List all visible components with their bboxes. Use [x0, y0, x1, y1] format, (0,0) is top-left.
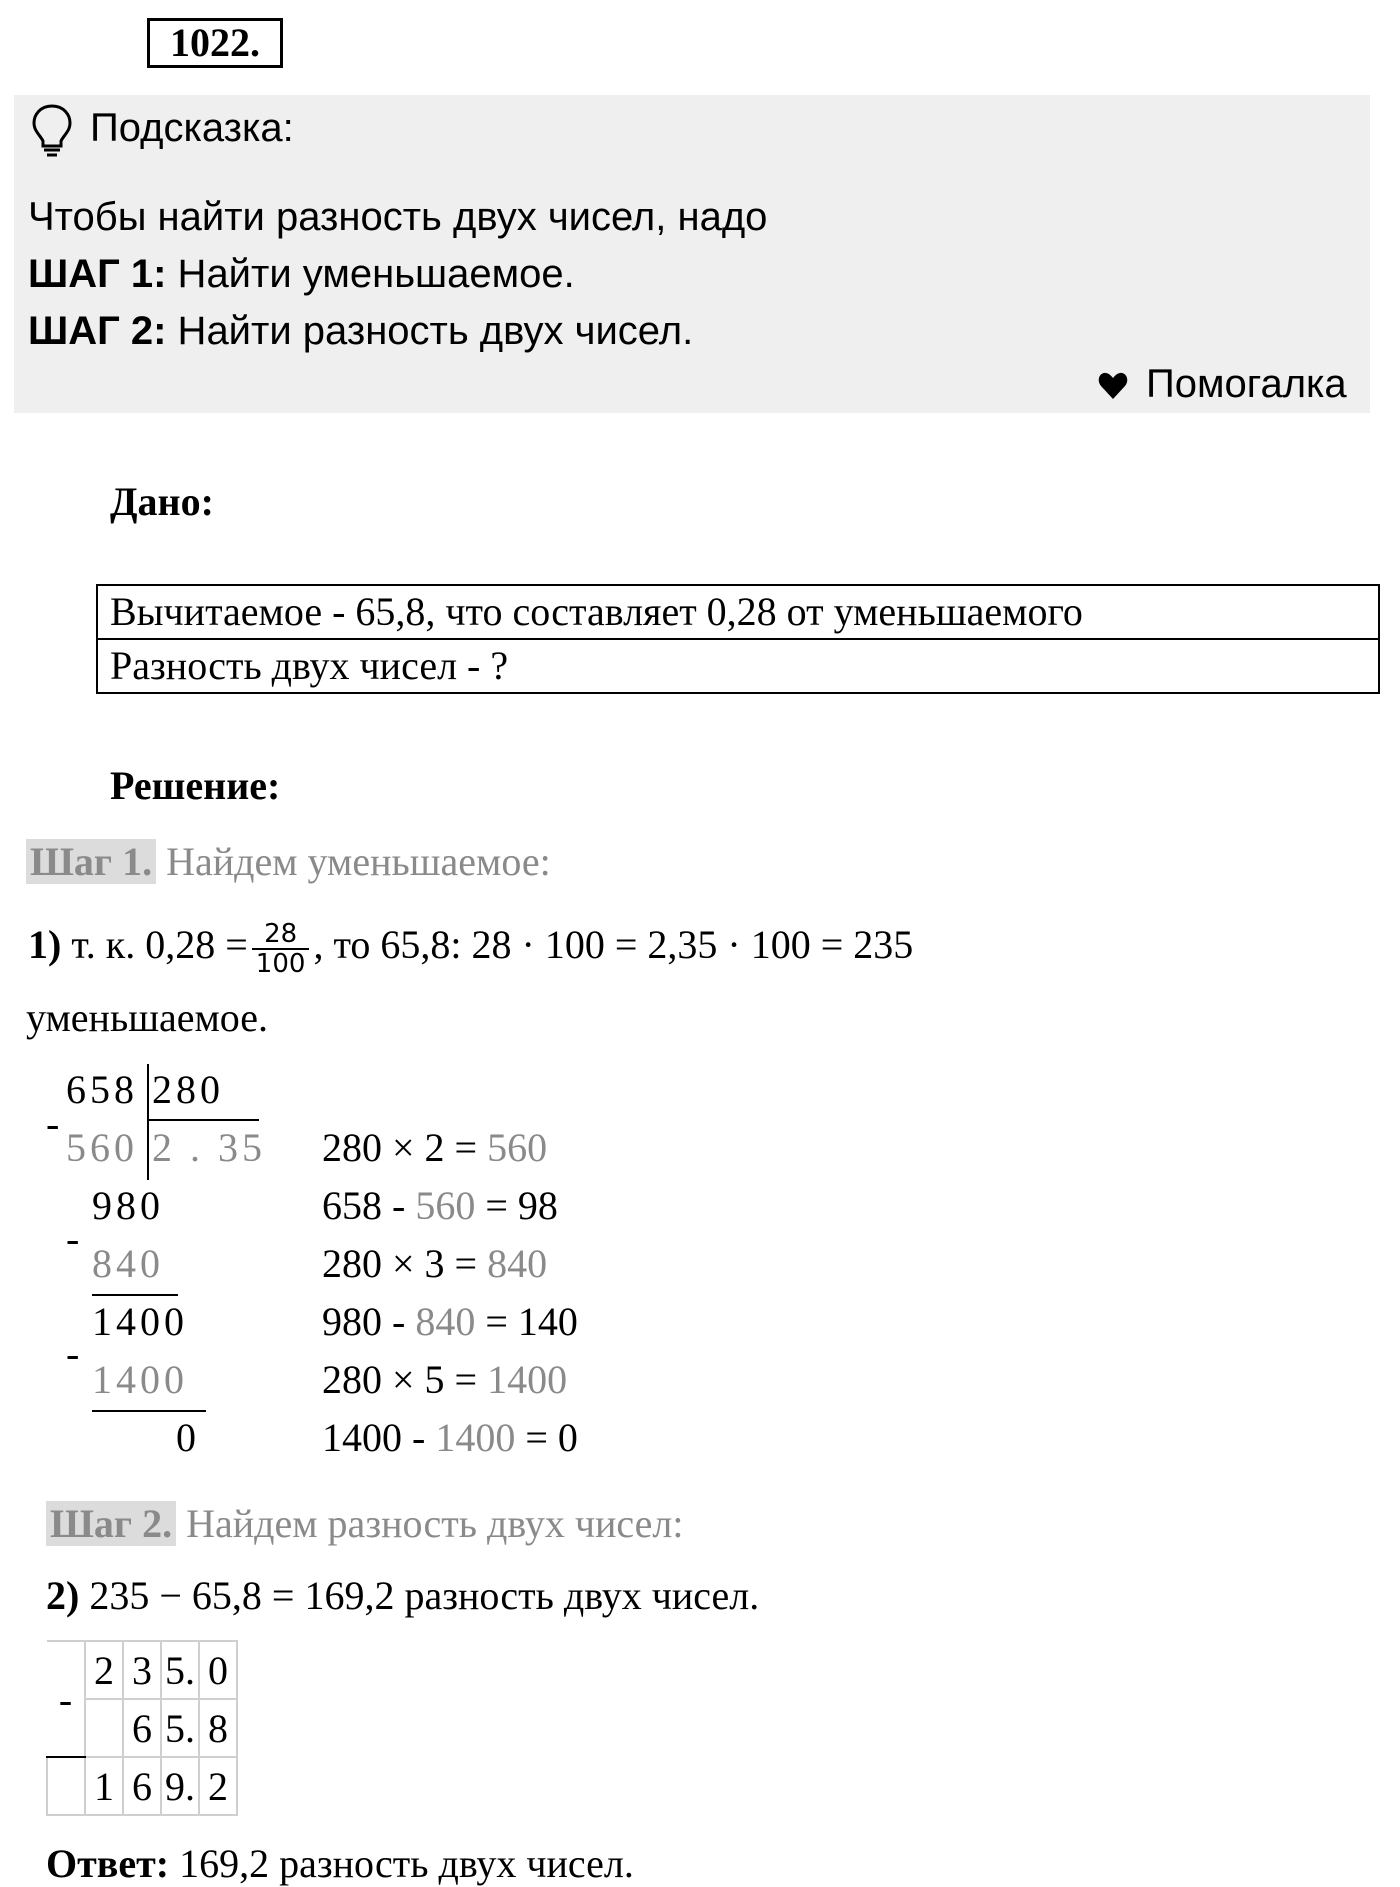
given-table	[96, 584, 1380, 694]
explanation-part: 840	[415, 1299, 476, 1344]
fraction-denominator: 100	[255, 948, 306, 979]
grid-cell: 3	[123, 1641, 161, 1699]
grid-cell: 5.	[161, 1699, 199, 1757]
explanation-part: = 0	[515, 1415, 578, 1460]
solution-heading: Решение:	[110, 763, 281, 808]
divisor: 280	[152, 1067, 224, 1112]
division-row-left: 840	[92, 1241, 164, 1286]
division-row-left: 560	[66, 1125, 138, 1170]
hint-step-2	[28, 309, 693, 354]
hint-step-2-text: Найти разность двух чисел.	[166, 309, 694, 353]
division-underline	[92, 1294, 178, 1296]
explanation-part: 840	[487, 1241, 548, 1286]
fraction-numerator: 28	[252, 920, 310, 950]
explanation-part: 980 -	[322, 1299, 416, 1344]
division-row-left: 1400	[92, 1299, 188, 1344]
hint-step-1	[28, 252, 575, 297]
grid-cell: 6	[123, 1699, 161, 1757]
grid-cell: 6	[123, 1757, 161, 1815]
answer-text: 169,2 разность двух чисел.	[169, 1841, 634, 1886]
explanation-part: 1400	[487, 1357, 568, 1402]
step-2-eq-number: 2)	[46, 1573, 80, 1618]
given-row	[97, 639, 1379, 693]
explanation-part: 280 × 3 =	[322, 1241, 488, 1286]
hint-step-2-label: ШАГ 2:	[28, 309, 167, 353]
division-explanation	[322, 1356, 567, 1403]
explanation-part: 560	[487, 1125, 548, 1170]
divisor-underline	[147, 1119, 259, 1121]
step-1-eq-number: 1)	[28, 922, 62, 967]
hint-title: Подсказка:	[90, 106, 294, 150]
grid-cell: 2	[199, 1757, 237, 1815]
dividend: 658	[66, 1067, 138, 1112]
grid-cell	[85, 1699, 123, 1757]
grid-row	[47, 1757, 237, 1815]
division-row-left: 980	[92, 1183, 164, 1228]
step-2-equation	[46, 1572, 759, 1619]
step-1-eq-suffix: , то 65,8: 28 · 100 = 2,35 · 100 = 235	[313, 922, 914, 967]
division-explanation	[322, 1414, 578, 1461]
hint-step-1-text: Найти уменьшаемое.	[166, 252, 575, 296]
explanation-part: = 98	[475, 1183, 558, 1228]
step-1-header	[26, 838, 551, 885]
grid-cell: 8	[199, 1699, 237, 1757]
explanation-part: 560	[415, 1183, 476, 1228]
hint-step-1-label: ШАГ 1:	[28, 252, 167, 296]
division-explanation	[322, 1182, 558, 1229]
grid-cell: 1	[85, 1757, 123, 1815]
step-1-eq-after: уменьшаемое.	[26, 995, 269, 1040]
explanation-part: 1400 -	[322, 1415, 436, 1460]
grid-cell: 5.	[161, 1641, 199, 1699]
subtraction-grid	[46, 1640, 238, 1816]
hint-intro: Чтобы найти разность двух чисел, надо	[28, 195, 768, 239]
explanation-part: 280 × 5 =	[322, 1357, 488, 1402]
grid-minus-cell: -	[47, 1641, 85, 1757]
step-1-text: Найдем уменьшаемое:	[156, 839, 551, 884]
quotient: 2 . 35	[152, 1125, 266, 1170]
step-2-eq: 235 − 65,8 = 169,2	[79, 1573, 395, 1618]
explanation-part: 1400	[435, 1415, 516, 1460]
explanation-part: 280 × 2 =	[322, 1125, 488, 1170]
explanation-part: = 140	[475, 1299, 578, 1344]
division-vertical-line	[147, 1064, 149, 1180]
division-explanation	[322, 1298, 578, 1345]
division-row-left: 1400	[92, 1357, 188, 1402]
step-2-header	[46, 1500, 683, 1547]
division-underline	[92, 1410, 206, 1412]
step-1-label: Шаг 1.	[26, 839, 156, 884]
division-remainder: 0	[176, 1415, 200, 1460]
given-row	[97, 585, 1379, 639]
grid-cell	[47, 1757, 85, 1815]
fraction	[252, 920, 310, 978]
heart-icon	[1098, 372, 1128, 408]
step-1-equation	[28, 910, 913, 980]
grid-cell: 0	[199, 1641, 237, 1699]
step-2-text: Найдем разность двух чисел:	[176, 1501, 684, 1546]
step-1-eq-prefix: т. к. 0,28 =	[61, 922, 248, 967]
minus-sign: -	[66, 1216, 80, 1261]
grid-cell: 2	[85, 1641, 123, 1699]
division-explanation	[322, 1124, 547, 1171]
helper-credit: Помогалка	[1146, 362, 1347, 406]
grid-cell: 9.	[161, 1757, 199, 1815]
given-heading: Дано:	[110, 479, 214, 524]
minus-sign: -	[46, 1101, 60, 1146]
grid-row	[47, 1641, 237, 1699]
answer-label: Ответ:	[46, 1841, 170, 1886]
explanation-part: 658 -	[322, 1183, 416, 1228]
given-cell: Разность двух чисел - ?	[97, 639, 1379, 693]
given-cell: Вычитаемое - 65,8, что составляет 0,28 от уменьшаемого	[97, 585, 1379, 639]
step-2-eq-after: разность двух чисел.	[394, 1573, 760, 1618]
step-2-label: Шаг 2.	[46, 1501, 176, 1546]
division-explanation	[322, 1240, 547, 1287]
answer	[46, 1840, 634, 1887]
problem-number: 1022.	[147, 18, 283, 68]
minus-sign: -	[66, 1331, 80, 1376]
lightbulb-icon	[30, 102, 74, 163]
